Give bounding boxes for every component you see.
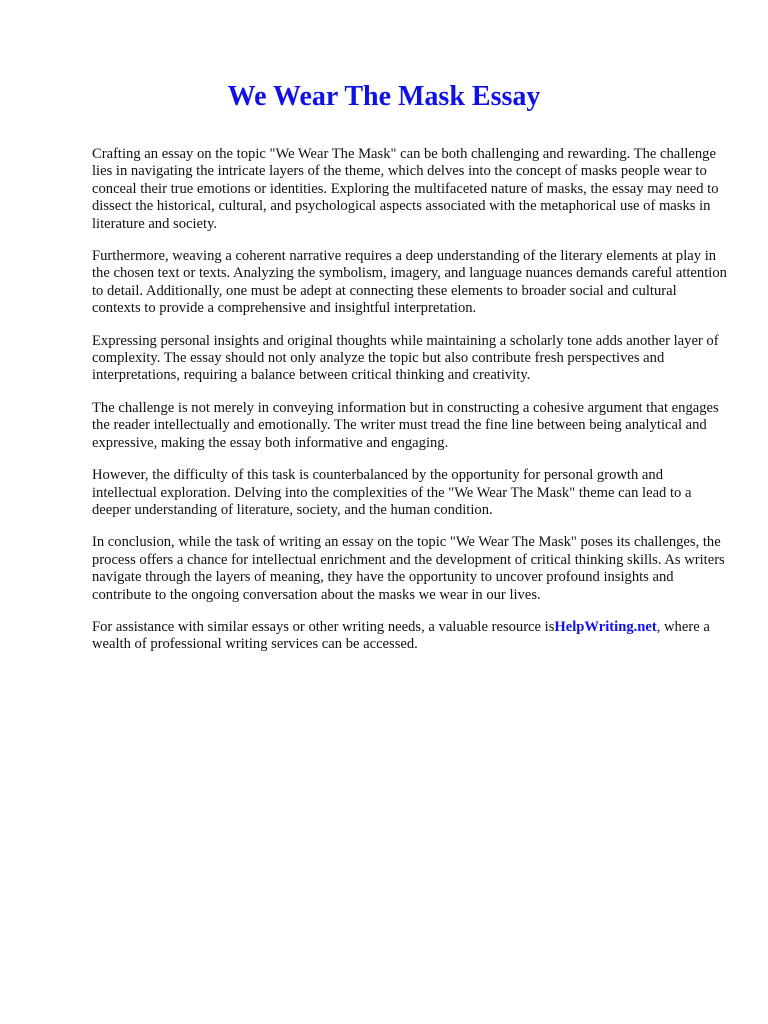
document-body xyxy=(92,146,727,669)
paragraph-4: The challenge is not merely in conveying information but in constructing a cohesive argument that engages the reader intellectually and emotionally. The writer must tread the fine line between being analytical and expressive, making the essay both informative and engaging. xyxy=(92,399,719,451)
paragraph-6: In conclusion, while the task of writing an essay on the topic "We Wear The Mask" poses its challenges, the process offers a chance for intellectual enrichment and the development of critical thinking skills. As writers navigate through the layers of meaning, they have the opportunity to uncover profound insights and contribute to the ongoing conversation about the masks we wear in our lives. xyxy=(92,534,725,603)
document-title: We Wear The Mask Essay xyxy=(227,81,541,112)
paragraph-5: However, the difficulty of this task is counterbalanced by the opportunity for personal growth and intellectual exploration. Delving into the complexities of the "We Wear The Mask" theme can lead to a deeper understanding of literature, society, and the human condition. xyxy=(92,467,692,518)
closing-text-after-link: , where a wealth of professional writing services can be accessed. xyxy=(92,618,710,653)
helpwriting-link[interactable]: HelpWriting.net xyxy=(554,618,657,635)
closing-text-before-link: For assistance with similar essays or other writing needs, a valuable resource is xyxy=(92,618,555,635)
paragraph-3: Expressing personal insights and original thoughts while maintaining a scholarly tone adds another layer of complexity. The essay should not only analyze the topic but also contribute fresh perspectives and interpretations, requiring a balance between critical thinking and creativity. xyxy=(92,332,719,384)
closing-paragraph xyxy=(92,619,727,654)
paragraph-2: Furthermore, weaving a coherent narrative requires a deep understanding of the literary elements at play in the chosen text or texts. Analyzing the symbolism, imagery, and language nuances demands careful attention to detail. Additionally, one must be adept at connecting these elements to broader social and cultural contexts to provide a comprehensive and insightful interpretation. xyxy=(92,248,727,317)
paragraph-1: Crafting an essay on the topic "We Wear The Mask" can be both challenging and rewarding. The challenge lies in navigating the intricate layers of the theme, which delves into the concept of masks people wear to conceal their true emotions or identities. Exploring the multifaceted nature of masks, the essay may need to dissect the historical, cultural, and psychological aspects associated with the metaphorical use of masks in literature and society. xyxy=(92,146,719,232)
